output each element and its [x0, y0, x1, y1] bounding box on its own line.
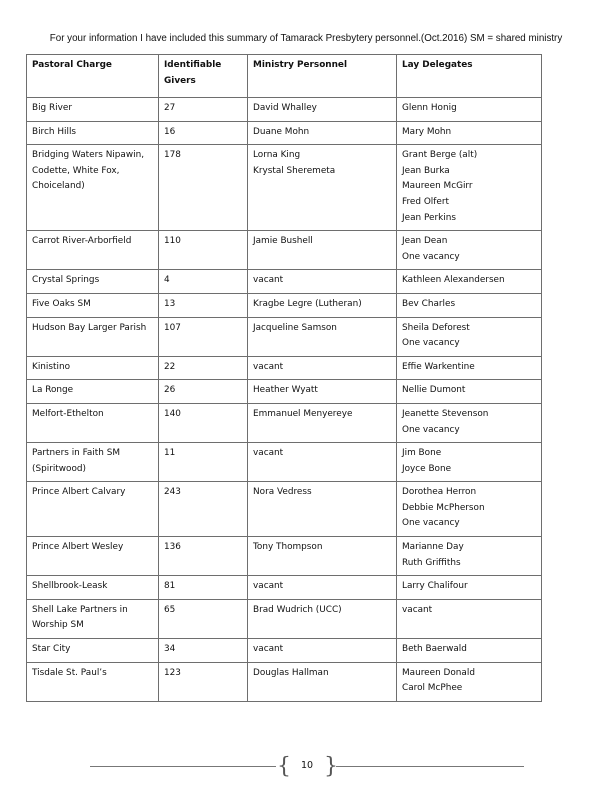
cell-line: Birch Hills	[32, 126, 77, 137]
cell-ministry-personnel	[248, 317, 397, 356]
cell-line: One vacancy	[402, 518, 460, 529]
cell-identifiable-givers: 123	[159, 662, 248, 701]
cell-ministry-personnel	[248, 231, 397, 270]
cell-ministry-personnel	[248, 403, 397, 442]
cell-pastoral-charge	[27, 639, 159, 663]
cell-identifiable-givers: 16	[159, 121, 248, 145]
cell-line: Shell Lake Partners in	[32, 604, 128, 615]
cell-line: David Whalley	[253, 103, 317, 113]
cell-line: vacant	[253, 361, 284, 372]
cell-line: Shellbrook-Leask	[32, 581, 108, 592]
cell-line: Debbie McPherson	[402, 502, 485, 513]
cell-line: Prince Albert Calvary	[32, 487, 126, 498]
cell-ministry-personnel	[248, 537, 397, 576]
cell-line: Ruth Griffiths	[402, 557, 461, 568]
cell-line: Worship SM	[32, 620, 84, 631]
cell-lay-delegates	[397, 662, 542, 701]
table-row	[27, 145, 542, 231]
cell-ministry-personnel	[248, 443, 397, 482]
cell-line: Prince Albert Wesley	[32, 542, 124, 553]
cell-identifiable-givers: 22	[159, 356, 248, 380]
cell-line: Nora Vedress	[253, 487, 312, 498]
cell-pastoral-charge	[27, 599, 159, 638]
cell-lay-delegates	[397, 639, 542, 663]
footer-brace-right: }	[324, 754, 338, 779]
cell-lay-delegates	[397, 443, 542, 482]
cell-ministry-personnel	[248, 576, 397, 600]
cell-line: Maureen McGirr	[402, 181, 473, 192]
cell-line: vacant	[402, 604, 433, 615]
header-lay-delegates: Lay Delegates	[397, 55, 542, 98]
cell-lay-delegates	[397, 537, 542, 576]
cell-identifiable-givers: 243	[159, 482, 248, 537]
cell-lay-delegates	[397, 231, 542, 270]
cell-pastoral-charge	[27, 231, 159, 270]
cell-line: Lorna King	[253, 150, 301, 161]
header-ministry-personnel: Ministry Personnel	[248, 55, 397, 98]
personnel-table	[26, 54, 542, 702]
page-number: 10	[300, 760, 314, 771]
cell-lay-delegates	[397, 356, 542, 380]
footer-brace-left: {	[277, 754, 291, 779]
table-body	[27, 98, 542, 702]
cell-identifiable-givers: 11	[159, 443, 248, 482]
cell-line: Maureen Donald	[402, 667, 475, 678]
table-row	[27, 293, 542, 317]
table-row	[27, 356, 542, 380]
cell-line: Krystal Sheremeta	[253, 165, 336, 176]
cell-line: vacant	[253, 581, 284, 592]
cell-line: vacant	[253, 275, 284, 286]
table-row	[27, 662, 542, 701]
cell-lay-delegates	[397, 293, 542, 317]
cell-line: Jean Perkins	[402, 212, 456, 223]
cell-identifiable-givers: 107	[159, 317, 248, 356]
table-row	[27, 403, 542, 442]
cell-pastoral-charge	[27, 662, 159, 701]
cell-pastoral-charge	[27, 443, 159, 482]
cell-line: Star City	[32, 644, 71, 655]
cell-line: Larry Chalifour	[402, 581, 468, 592]
cell-pastoral-charge	[27, 293, 159, 317]
footer-rule-left	[90, 766, 276, 767]
table-row	[27, 98, 542, 122]
cell-ministry-personnel	[248, 121, 397, 145]
cell-identifiable-givers: 81	[159, 576, 248, 600]
cell-pastoral-charge	[27, 537, 159, 576]
table-row	[27, 537, 542, 576]
cell-lay-delegates	[397, 317, 542, 356]
cell-identifiable-givers: 27	[159, 98, 248, 122]
cell-line: Carrot River-Arborfield	[32, 236, 132, 247]
cell-line: Big River	[32, 103, 73, 113]
cell-line: Kathleen Alexandersen	[402, 275, 505, 286]
cell-ministry-personnel	[248, 482, 397, 537]
table-row	[27, 121, 542, 145]
cell-line: Choiceland)	[32, 181, 85, 192]
table-row	[27, 599, 542, 638]
cell-line: Marianne Day	[402, 542, 464, 553]
cell-line: Hudson Bay Larger Parish	[32, 322, 147, 333]
cell-ministry-personnel	[248, 599, 397, 638]
cell-lay-delegates	[397, 403, 542, 442]
cell-line: One vacancy	[402, 251, 460, 262]
cell-ministry-personnel	[248, 380, 397, 404]
cell-line: Jacqueline Samson	[253, 322, 337, 333]
cell-lay-delegates	[397, 482, 542, 537]
cell-lay-delegates	[397, 380, 542, 404]
cell-line: Nellie Dumont	[402, 385, 466, 396]
cell-line: Bridging Waters Nipawin,	[32, 150, 145, 161]
cell-line: Sheila Deforest	[402, 322, 470, 333]
cell-line: Duane Mohn	[253, 126, 310, 137]
intro-note: For your information I have included this summary of Tamarack Presbytery personnel.(Oct.2016) SM = shared ministry	[49, 33, 563, 44]
cell-identifiable-givers: 178	[159, 145, 248, 231]
table-row	[27, 482, 542, 537]
cell-lay-delegates	[397, 98, 542, 122]
cell-ministry-personnel	[248, 293, 397, 317]
cell-pastoral-charge	[27, 121, 159, 145]
cell-pastoral-charge	[27, 270, 159, 294]
cell-pastoral-charge	[27, 576, 159, 600]
cell-lay-delegates	[397, 576, 542, 600]
cell-line: Melfort-Ethelton	[32, 408, 104, 419]
cell-pastoral-charge	[27, 403, 159, 442]
cell-pastoral-charge	[27, 317, 159, 356]
cell-identifiable-givers: 65	[159, 599, 248, 638]
cell-line: Glenn Honig	[402, 103, 457, 113]
table-row	[27, 443, 542, 482]
cell-line: One vacancy	[402, 338, 460, 349]
cell-line: Dorothea Herron	[402, 487, 477, 498]
table-row	[27, 380, 542, 404]
cell-identifiable-givers: 34	[159, 639, 248, 663]
cell-ministry-personnel	[248, 356, 397, 380]
cell-pastoral-charge	[27, 356, 159, 380]
cell-line: Mary Mohn	[402, 126, 452, 137]
cell-ministry-personnel	[248, 662, 397, 701]
cell-line: Joyce Bone	[402, 463, 452, 474]
cell-line: Carol McPhee	[402, 683, 463, 694]
cell-line: One vacancy	[402, 424, 460, 435]
cell-line: Tisdale St. Paul’s	[32, 667, 107, 678]
table-row	[27, 270, 542, 294]
cell-line: vacant	[253, 448, 284, 459]
cell-line: Jean Burka	[402, 165, 450, 176]
cell-identifiable-givers: 26	[159, 380, 248, 404]
table-row	[27, 576, 542, 600]
cell-line: (Spiritwood)	[32, 463, 87, 474]
cell-pastoral-charge	[27, 482, 159, 537]
cell-line: Brad Wudrich (UCC)	[253, 604, 342, 615]
cell-line: Five Oaks SM	[32, 298, 91, 309]
cell-line: Jeanette Stevenson	[402, 408, 489, 419]
cell-lay-delegates	[397, 121, 542, 145]
cell-lay-delegates	[397, 270, 542, 294]
cell-line: Crystal Springs	[32, 275, 100, 286]
cell-line: Beth Baerwald	[402, 644, 467, 655]
footer-rule-right	[336, 766, 524, 767]
cell-line: Heather Wyatt	[253, 385, 318, 396]
header-pastoral-charge: Pastoral Charge	[27, 55, 159, 98]
cell-identifiable-givers: 4	[159, 270, 248, 294]
cell-line: Jamie Bushell	[253, 236, 313, 247]
cell-identifiable-givers: 13	[159, 293, 248, 317]
cell-ministry-personnel	[248, 270, 397, 294]
cell-line: Codette, White Fox,	[32, 165, 120, 176]
cell-line: Douglas Hallman	[253, 667, 329, 678]
cell-line: Bev Charles	[402, 298, 456, 309]
cell-line: Grant Berge (alt)	[402, 150, 478, 161]
cell-identifiable-givers: 136	[159, 537, 248, 576]
cell-line: Kragbe Legre (Lutheran)	[253, 298, 362, 309]
cell-pastoral-charge	[27, 98, 159, 122]
table-row	[27, 231, 542, 270]
cell-line: La Ronge	[32, 385, 74, 396]
cell-line: Partners in Faith SM	[32, 448, 121, 459]
cell-line: vacant	[253, 644, 284, 655]
table-row	[27, 639, 542, 663]
cell-line: Effie Warkentine	[402, 361, 475, 372]
cell-ministry-personnel	[248, 639, 397, 663]
cell-identifiable-givers: 110	[159, 231, 248, 270]
table-row	[27, 317, 542, 356]
cell-line: Fred Olfert	[402, 196, 449, 207]
cell-ministry-personnel	[248, 145, 397, 231]
cell-lay-delegates	[397, 145, 542, 231]
table-header-row	[27, 55, 542, 98]
cell-ministry-personnel	[248, 98, 397, 122]
cell-line: Emmanuel Menyereye	[253, 408, 353, 419]
cell-pastoral-charge	[27, 145, 159, 231]
cell-lay-delegates	[397, 599, 542, 638]
cell-identifiable-givers: 140	[159, 403, 248, 442]
cell-pastoral-charge	[27, 380, 159, 404]
cell-line: Tony Thompson	[253, 542, 323, 553]
cell-line: Jean Dean	[402, 236, 448, 247]
cell-line: Jim Bone	[402, 448, 442, 459]
header-identifiable-givers: Identifiable Givers	[159, 55, 248, 98]
cell-line: Kinistino	[32, 361, 71, 372]
